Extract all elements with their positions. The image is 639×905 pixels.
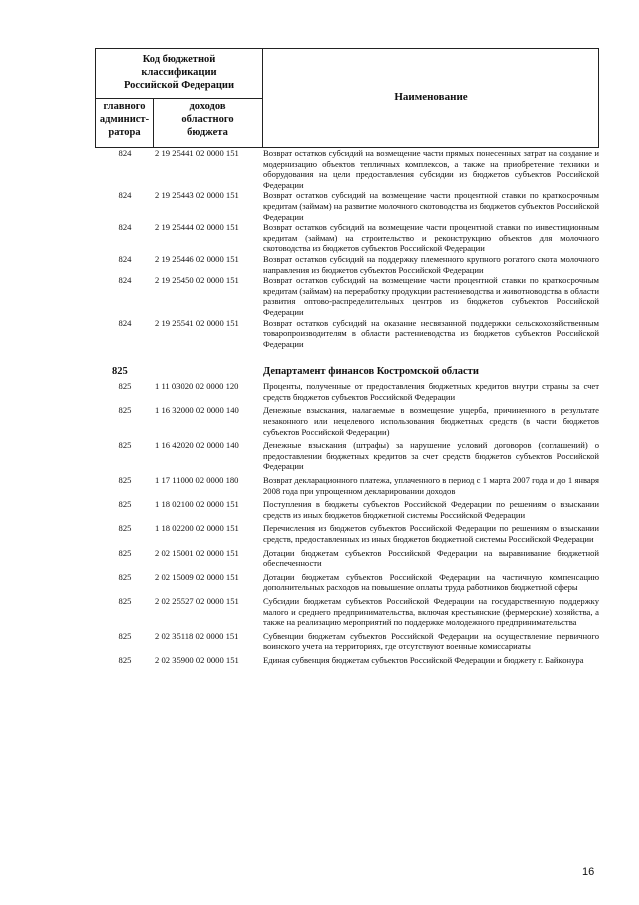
row-description: Возврат остатков субсидий на возмещение части прямых понесенных затрат на создание и модернизацию объектов тепличных комплексов, а также на приобретение техники и оборудования на цели предоставления субсидии из бюджетов субъектов Российской Федерации	[263, 148, 599, 190]
income-code: 1 16 42020 02 0000 140	[155, 440, 239, 451]
table-row	[95, 596, 599, 628]
page-number: 16	[582, 866, 595, 878]
admin-code: 825	[118, 405, 132, 416]
row-description: Субвенции бюджетам субъектов Российской Федерации на осуществление первичного воинского учета на территориях, где отсутствуют военные комиссариаты	[263, 630, 599, 652]
header-code-group: Код бюджетной классификации Российской Федерации	[123, 54, 235, 91]
row-description: Возврат остатков субсидий на поддержку племенного крупного рогатого скота молочного направления из бюджетов субъектов Российской Федерации	[263, 253, 599, 275]
income-code: 2 02 15001 02 0000 151	[155, 547, 239, 558]
table-row	[95, 523, 599, 544]
row-description: Денежные взыскания, налагаемые в возмещение ущерба, причиненного в результате незаконного или нецелевого использования бюджетных средств (в части бюджетов субъектов Российской Федерации)	[263, 405, 599, 437]
table-body	[95, 148, 599, 666]
header-income: доходов областного бюджета	[181, 101, 234, 138]
income-code: 2 19 25441 02 0000 151	[155, 148, 239, 158]
row-description: Проценты, полученные от предоставления бюджетных кредитов внутри страны за счет средств бюджетов субъектов Российской Федерации	[263, 381, 599, 402]
admin-code: 824	[118, 317, 132, 328]
admin-code: 825	[118, 440, 132, 451]
row-description: Денежные взыскания (штрафы) за нарушение условий договоров (соглашений) о предоставлении бюджетных кредитов за счет средств бюджетов субъектов Российской Федерации	[263, 440, 599, 472]
income-code: 2 19 25443 02 0000 151	[155, 190, 239, 201]
table-row	[95, 572, 599, 593]
admin-code: 824	[118, 222, 132, 233]
admin-code: 825	[118, 654, 132, 665]
row-description: Единая субвенция бюджетам субъектов Российской Федерации и бюджету г. Байконура	[263, 654, 584, 665]
admin-code: 825	[118, 381, 132, 392]
admin-code: 825	[118, 523, 132, 534]
section-admin-code: 825	[112, 366, 128, 378]
table-row	[95, 405, 599, 437]
table-row	[95, 275, 599, 317]
section-heading	[95, 365, 599, 378]
table-row	[95, 655, 599, 666]
row-description: Возврат остатков субсидий на возмещение части процентной ставки по краткосрочным кредитам (займам) на развитие молочного скотоводства из бюджетов субъектов Российской Федерации	[263, 190, 599, 222]
income-code: 2 19 25541 02 0000 151	[155, 317, 239, 328]
table-row	[95, 440, 599, 472]
admin-code: 825	[118, 547, 132, 558]
income-code: 1 17 11000 02 0000 180	[155, 475, 239, 486]
row-description: Поступления в бюджеты субъектов Российской Федерации по решениям о взыскании средств из иных бюджетов бюджетной системы Российской Федерации	[263, 499, 599, 520]
row-description: Возврат декларационного платежа, уплаченного в период с 1 марта 2007 года и до 1 января 2008 года при упрощенном декларировании доходов	[263, 475, 599, 496]
table-row	[95, 631, 599, 652]
row-description: Дотации бюджетам субъектов Российской Федерации на частичную компенсацию дополнительных расходов на повышение оплаты труда работников бюджетной сферы	[263, 571, 599, 593]
income-code: 1 11 03020 02 0000 120	[155, 381, 239, 392]
table-row	[95, 222, 599, 254]
header-name: Наименование	[394, 91, 468, 103]
row-description: Дотации бюджетам субъектов Российской Федерации на выравнивание бюджетной обеспеченности	[263, 547, 599, 569]
table-row	[95, 190, 599, 222]
table-row	[95, 318, 599, 350]
table-row	[95, 381, 599, 402]
section-title: Департамент финансов Костромской области	[263, 366, 479, 378]
row-description: Возврат остатков субсидий на возмещение части процентной ставки по инвестиционным кредитам (займам) на строительство и реконструкцию объектов для молочного скотоводства из бюджетов субъектов Российской Федерации	[263, 222, 599, 254]
table-row	[95, 254, 599, 275]
row-description: Возврат остатков субсидий на возмещение части процентной ставки по краткосрочным кредитам (займам) на переработку продукции растениеводства и животноводства в области развития оптово-распределительных центров из бюджетов субъектов Российской Федерации	[263, 275, 599, 317]
income-code: 2 02 35900 02 0000 151	[155, 654, 239, 665]
income-code: 1 18 02100 02 0000 151	[155, 499, 239, 510]
row-description: Субсидии бюджетам субъектов Российской Федерации на государственную поддержку малого и среднего предпринимательства, включая крестьянские (фермерские) хозяйства, а также на реализацию мероприятий по поддержке молодежного предпринимательства	[263, 595, 599, 628]
income-code: 2 02 25527 02 0000 151	[155, 595, 239, 606]
admin-code: 825	[118, 475, 132, 486]
admin-code: 825	[118, 499, 132, 510]
admin-code: 825	[118, 630, 132, 641]
income-code: 2 19 25450 02 0000 151	[155, 275, 239, 286]
income-code: 1 18 02200 02 0000 151	[155, 523, 239, 534]
header-main-admin: главного админист- ратора	[99, 101, 150, 138]
admin-code: 824	[118, 190, 132, 201]
table-row	[95, 475, 599, 496]
table-row	[95, 499, 599, 520]
admin-code: 824	[118, 253, 132, 264]
income-code: 2 19 25446 02 0000 151	[155, 253, 239, 264]
table-header	[95, 48, 599, 148]
admin-code: 825	[118, 571, 132, 582]
header-divider	[96, 98, 262, 99]
admin-code: 825	[118, 595, 132, 606]
table-row	[95, 148, 599, 190]
admin-code: 824	[118, 148, 132, 158]
table-row	[95, 548, 599, 569]
income-code: 2 02 15009 02 0000 151	[155, 571, 239, 582]
income-code: 1 16 32000 02 0000 140	[155, 405, 239, 416]
admin-code: 824	[118, 275, 132, 286]
row-description: Возврат остатков субсидий на оказание несвязанной поддержки сельскохозяйственным товаропроизводителям в области растениеводства из бюджетов субъектов Российской Федерации	[263, 317, 599, 349]
row-description: Перечисления из бюджетов субъектов Российской Федерации по решениям о взыскании средств, предоставленных из иных бюджетов бюджетной системы Российской Федерации	[263, 523, 599, 544]
income-code: 2 19 25444 02 0000 151	[155, 222, 239, 233]
income-code: 2 02 35118 02 0000 151	[155, 630, 239, 641]
